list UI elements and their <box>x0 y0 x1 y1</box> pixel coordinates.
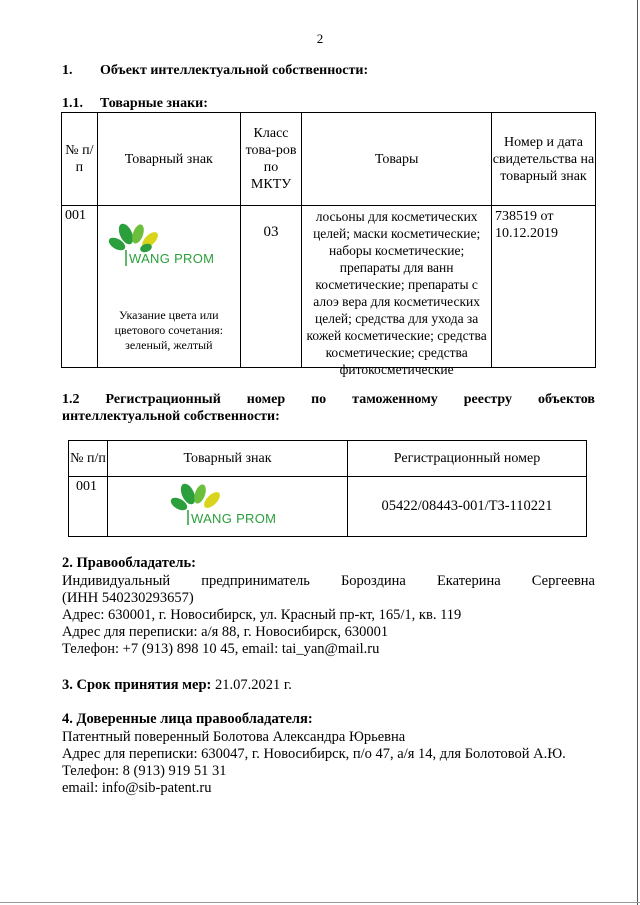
owner-name: Индивидуальный предприниматель Бороздина Екатерина Сергеевна <box>62 573 595 589</box>
representative-phone: Телефон: 8 (913) 919 51 31 <box>62 763 227 779</box>
section-4-title: 4. Доверенные лица правообладателя: <box>62 711 313 727</box>
owner-address: Адрес: 630001, г. Новосибирск, ул. Красный пр-кт, 165/1, кв. 119 <box>62 607 462 623</box>
registration-table-header <box>69 441 587 477</box>
owner-contacts: Телефон: +7 (913) 898 10 45, email: tai_yan@mail.ru <box>62 641 380 657</box>
section-1-2-line2: интеллектуальной собственности: <box>62 409 280 424</box>
section-3-label: 3. Срок принятия мер: <box>62 677 212 693</box>
reg-row-number: 001 <box>69 477 108 537</box>
trademarks-table-header <box>62 113 596 206</box>
section-2-title: 2. Правообладатель: <box>62 555 196 571</box>
representative-address: Адрес для переписки: 630047, г. Новосибирск, п/о 47, а/я 14, для Болотовой А.Ю. <box>62 746 566 762</box>
owner-inn: (ИНН 540230293657) <box>62 590 194 606</box>
reg-col-header-trademark: Товарный знак <box>108 441 348 477</box>
section-3 <box>62 677 595 695</box>
owner-postal-address: Адрес для переписки: а/я 88, г. Новосибирск, 630001 <box>62 624 389 640</box>
col-header-class: Класс това-ров по МКТУ <box>240 113 301 206</box>
certificate-cell: 738519 от 10.12.2019 <box>492 206 596 368</box>
goods-text: лосьоны для косметических целей; маски косметические; наборы косметические; препараты для ванн косметические; препараты с алоэ вера для косметических целей; средства для ухода за кожей косметические; средства косметические; средства фитокосметические <box>306 209 487 377</box>
section-1-2-line1: 1.2 Регистрационный номер по таможенному реестру объектов <box>62 392 595 407</box>
table-row <box>62 206 596 368</box>
section-1-1-number: 1.1. <box>62 96 83 111</box>
logo-text: WANG PROM <box>128 251 215 266</box>
reg-number-cell: 05422/08443-001/ТЗ-110221 <box>348 477 587 537</box>
wang-prom-logo <box>98 206 240 294</box>
wang-prom-logo <box>158 480 298 528</box>
class-cell: 03 <box>240 206 301 368</box>
table-row <box>69 477 587 537</box>
color-note: Указание цвета или цветового сочетания: зеленый, желтый <box>114 308 224 352</box>
section-1-title: Объект интеллектуальной собственности: <box>100 63 369 78</box>
section-1-number: 1. <box>62 63 73 78</box>
representative-name: Патентный поверенный Болотова Александра Юрьевна <box>62 729 406 745</box>
trademark-cell <box>97 206 240 368</box>
page-bottom-edge <box>0 902 640 903</box>
col-header-trademark: Товарный знак <box>97 113 240 206</box>
representative-email: email: info@sib-patent.ru <box>62 780 212 796</box>
section-1-1-title: Товарные знаки: <box>100 96 208 111</box>
trademarks-table <box>61 112 596 377</box>
col-header-number: № п/п <box>62 113 98 206</box>
reg-col-header-number-reg: Регистрационный номер <box>348 441 587 477</box>
logo-text: WANG PROM <box>190 511 276 526</box>
registration-table <box>68 440 587 537</box>
section-3-value: 21.07.2021 г. <box>215 677 292 693</box>
col-header-goods: Товары <box>302 113 492 206</box>
goods-cell <box>302 206 492 377</box>
section-1-1-heading <box>62 96 208 112</box>
reg-col-header-number: № п/п <box>69 441 108 477</box>
page-right-edge <box>637 0 638 905</box>
section-1-heading <box>62 63 368 79</box>
page-number: 2 <box>316 31 324 46</box>
reg-trademark-cell <box>108 477 348 537</box>
col-header-certificate: Номер и дата свидетельства на товарный знак <box>492 113 596 206</box>
row-number: 001 <box>62 206 98 368</box>
